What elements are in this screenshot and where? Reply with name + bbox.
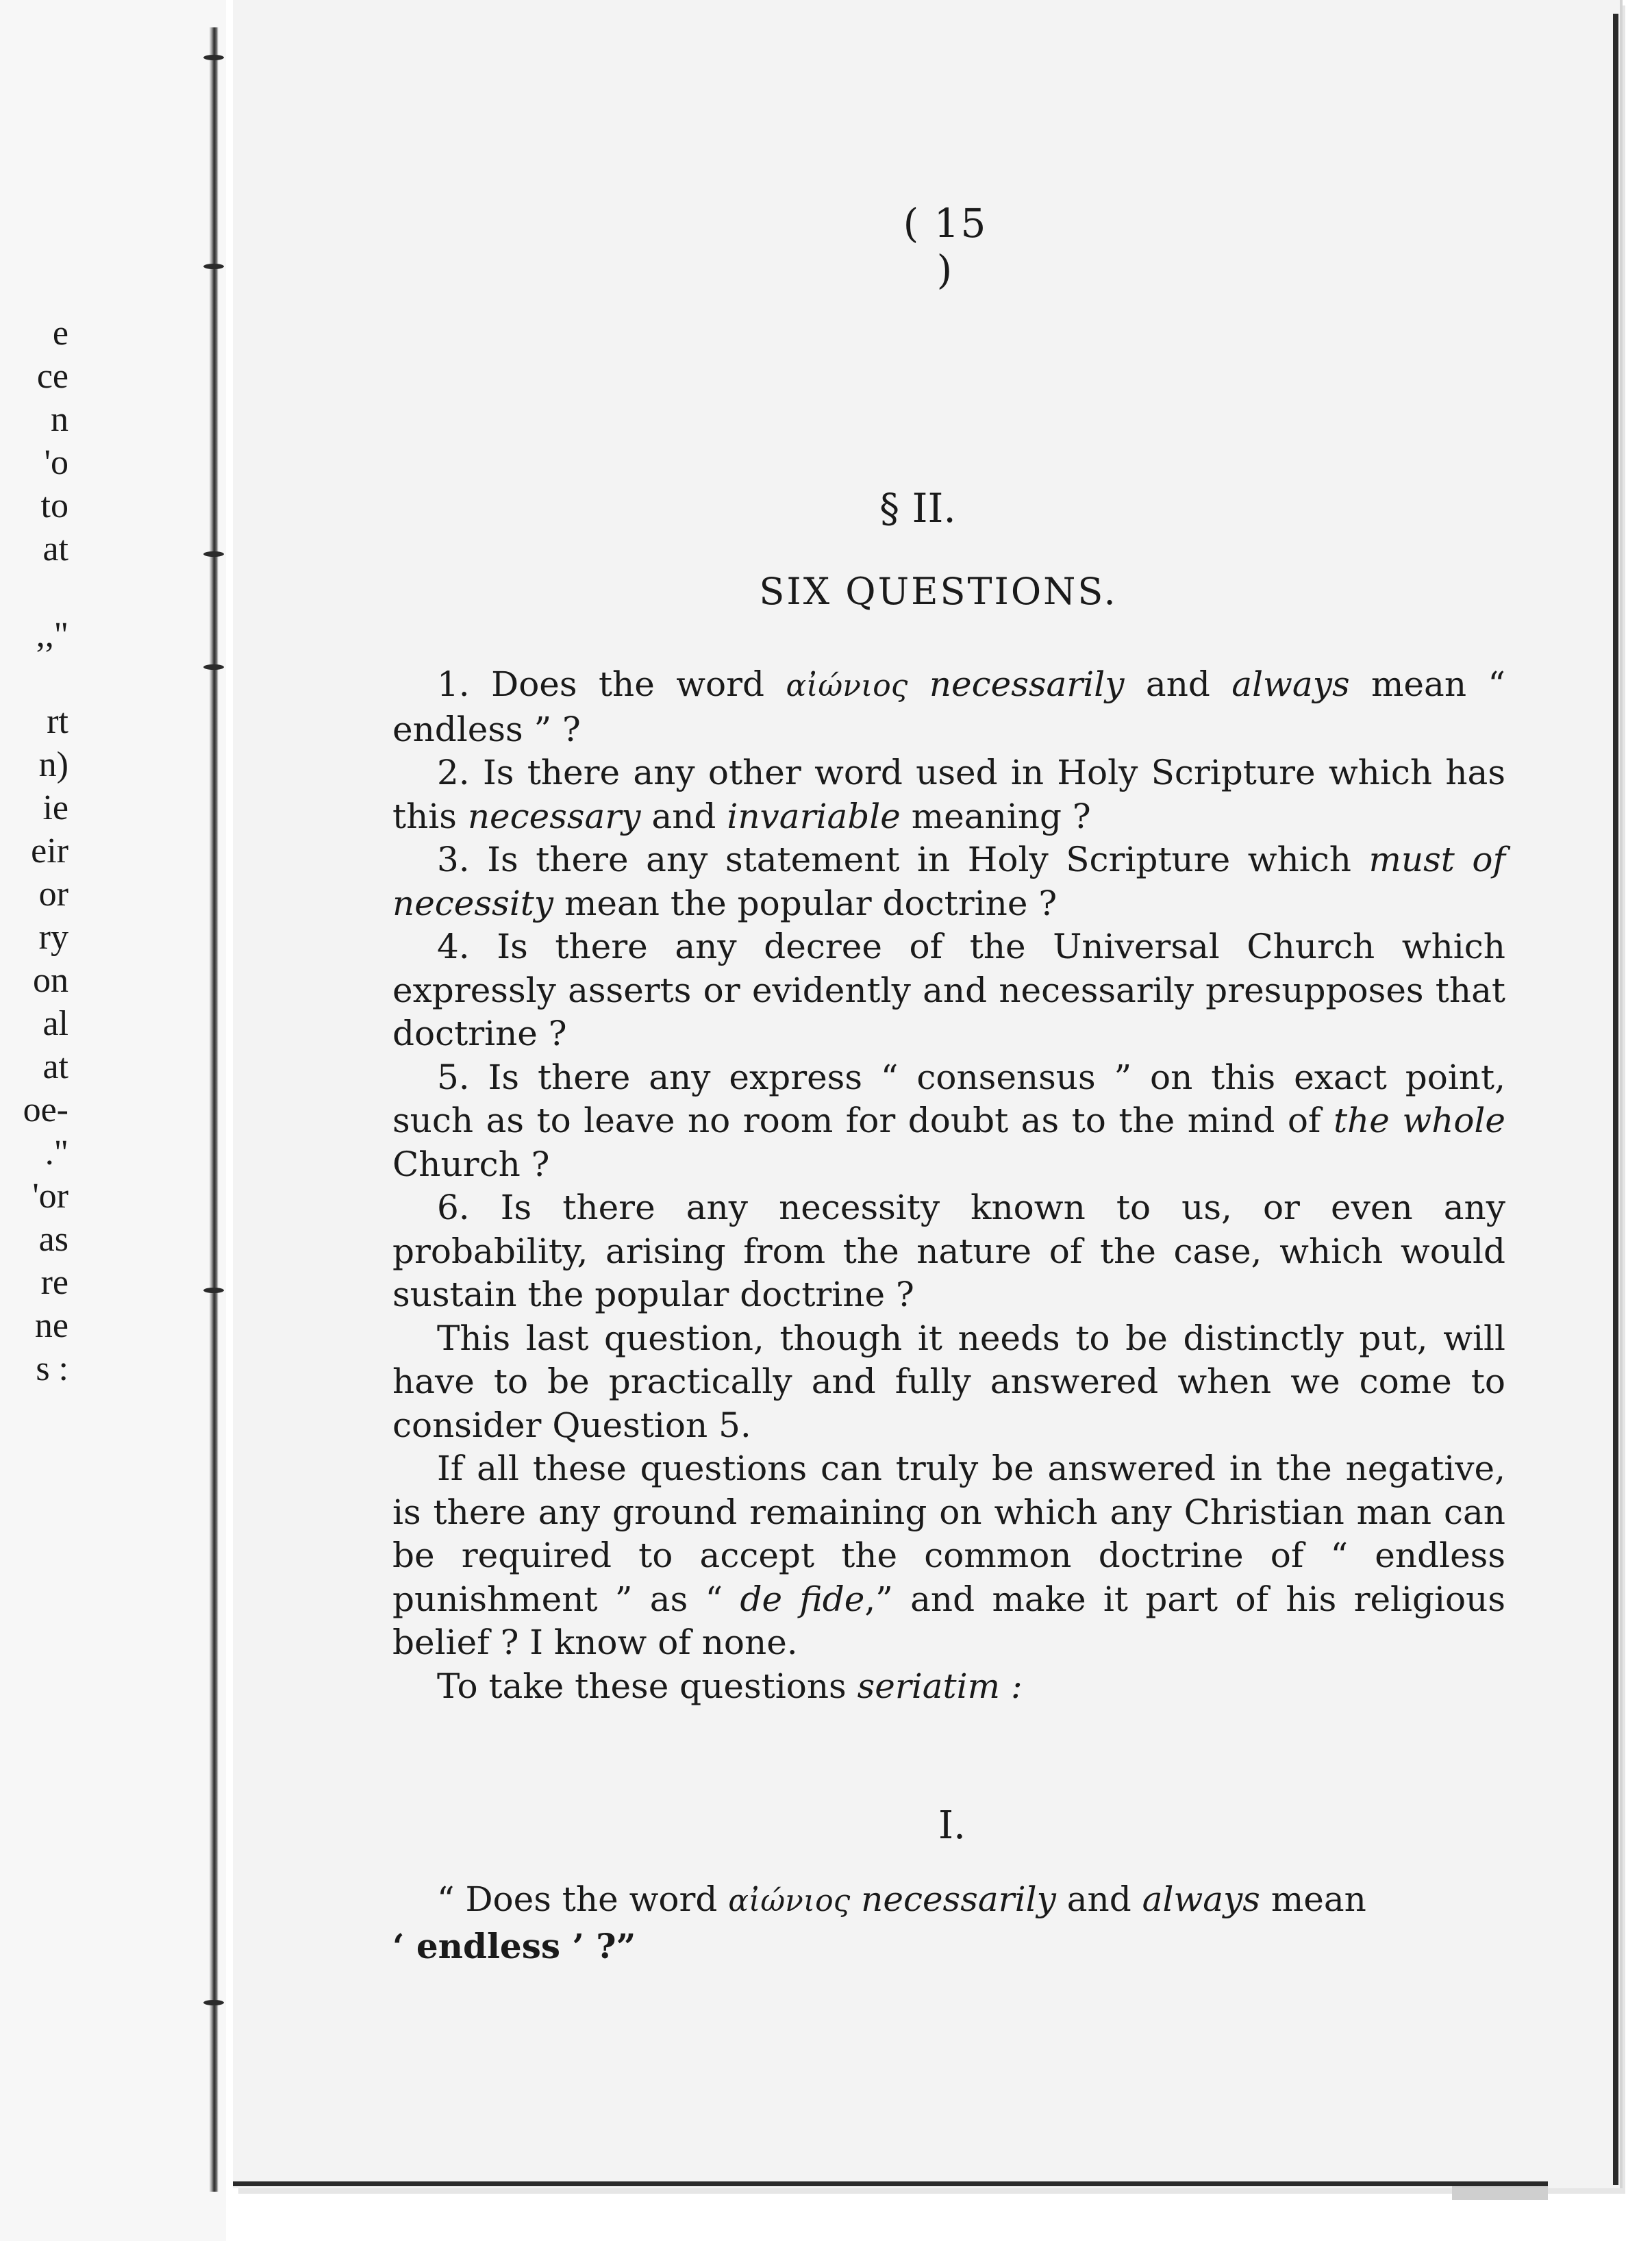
text-run: Is there any other word used in Holy Scripture which has this (392, 753, 1505, 836)
question-number: 4. (437, 927, 470, 966)
page-edge-bottom (233, 2181, 1548, 2186)
italic-phrase: invariable (727, 796, 901, 836)
question-paragraph (392, 663, 1505, 751)
italic-phrase: de fide (740, 1579, 865, 1619)
section-heading: § II. (879, 485, 956, 531)
left-page-fragment: 'o (44, 443, 68, 482)
text-run: Is there any statement in Holy Scripture which (469, 840, 1369, 879)
italic-phrase: the whole (1333, 1101, 1506, 1140)
question-paragraph (392, 751, 1505, 838)
binding-stitch (203, 1288, 224, 1293)
question-number: 6. (437, 1188, 470, 1227)
italic-phrase: seriatim : (857, 1666, 1023, 1706)
text-run: To take these questions (437, 1666, 858, 1706)
binding-stitch (203, 264, 224, 269)
question-number: 5. (437, 1057, 470, 1097)
question-paragraph (392, 1056, 1505, 1187)
text-run: Is there any express “ consensus ” on this exact point, such as to leave no room for doubt as to the mind of (392, 1057, 1505, 1140)
left-page-fragment: on (33, 961, 68, 1000)
quote-line-end: ‘ endless ’ ?” (392, 1926, 636, 1966)
text-run: and (1124, 664, 1232, 704)
text-run: Is there any decree of the Universal Church which expressly asserts or evidently and necessarily presupposes that doctrine ? (392, 927, 1505, 1053)
body-text (392, 663, 1505, 1708)
text-run: mean (1260, 1879, 1366, 1919)
text-run: and (640, 796, 727, 836)
left-page-fragment: n (51, 400, 68, 439)
text-run (850, 1879, 861, 1919)
left-page-fragment: oe- (23, 1090, 68, 1129)
question-number: 3. (437, 840, 470, 879)
italic-phrase: must of necessity (392, 840, 1506, 923)
left-page-fragment: ry (38, 918, 68, 957)
left-page-fragment: re (40, 1263, 68, 1302)
left-page-fragment: 'or (32, 1177, 68, 1216)
question-paragraph (392, 838, 1505, 925)
body-paragraph (392, 1317, 1505, 1448)
subsection-heading: I. (938, 1803, 966, 1848)
text-run (908, 664, 929, 704)
left-page-fragment: ne (34, 1306, 68, 1345)
page-number: ( 15 ) (903, 200, 988, 293)
left-page-fragment: ." (45, 1134, 68, 1173)
text-run: meaning ? (900, 796, 1091, 836)
italic-phrase: necessary (467, 796, 641, 836)
text-run: If all these questions can truly be answered in the negative, is there any ground remaining on which any Christian man can be required to accept the common doctrine of “ endless punishment ” as “ (392, 1449, 1505, 1619)
text-run: and (1055, 1879, 1142, 1919)
text-run: mean “ endless ” ? (392, 664, 1505, 749)
left-page-text-fragments (0, 312, 68, 1390)
quote-line (392, 1877, 1505, 1924)
question-number: 2. (437, 753, 470, 792)
left-page-fragment: at (42, 529, 68, 568)
text-run: ,” and make it part of his religious belief ? I know of none. (392, 1579, 1505, 1662)
left-page-fragment: n) (38, 745, 68, 784)
text-run: Is there any necessity known to us, or even any probability, arising from the nature of the case, which would sustain the popular doctrine ? (392, 1188, 1505, 1314)
binding-stitch (203, 664, 224, 670)
binding-stitch (203, 2000, 224, 2005)
greek-word: αἰώνιος (728, 1883, 851, 1918)
left-page-fragment: s : (36, 1349, 68, 1388)
text-run: This last question, though it needs to be distinctly put, will have to be practically and fully answered when we come to consider Question 5. (392, 1318, 1505, 1445)
left-page-fragment: or (38, 875, 68, 914)
book-binding (209, 27, 218, 2192)
left-page-fragment (0, 571, 68, 614)
left-page-fragment: rt (47, 702, 68, 741)
left-page-fragment: eir (31, 831, 68, 871)
text-run: mean the popular doctrine ? (553, 883, 1057, 923)
page-edge-shadow (1452, 2186, 1548, 2200)
greek-word: αἰώνιος (786, 668, 908, 703)
question-quote (392, 1877, 1505, 1969)
binding-stitch (203, 55, 224, 60)
left-facing-page (0, 0, 226, 2241)
left-page-fragment: ie (42, 788, 68, 827)
left-page-fragment: ce (36, 357, 68, 396)
page-edge-right (1613, 14, 1618, 2185)
italic-phrase: always (1142, 1879, 1260, 1919)
italic-phrase: always (1231, 664, 1350, 704)
left-page-fragment (0, 657, 68, 700)
left-page-fragment: at (42, 1047, 68, 1086)
italic-phrase: necessarily (929, 664, 1125, 704)
section-title: SIX QUESTIONS. (759, 570, 1118, 613)
text-run: Does the word (469, 664, 786, 704)
left-page-fragment: as (38, 1220, 68, 1259)
body-paragraph (392, 1447, 1505, 1665)
body-paragraph (392, 1665, 1505, 1709)
binding-stitch (203, 551, 224, 557)
italic-phrase: necessarily (861, 1879, 1056, 1919)
left-page-fragment: al (42, 1004, 68, 1043)
question-paragraph (392, 925, 1505, 1056)
left-page-fragment: ,," (36, 616, 68, 655)
text-run: “ Does the word (437, 1879, 729, 1919)
text-run: Church ? (392, 1144, 550, 1184)
left-page-fragment: e (52, 314, 68, 353)
question-number: 1. (437, 664, 470, 704)
left-page-fragment: to (40, 486, 68, 525)
question-paragraph (392, 1186, 1505, 1317)
